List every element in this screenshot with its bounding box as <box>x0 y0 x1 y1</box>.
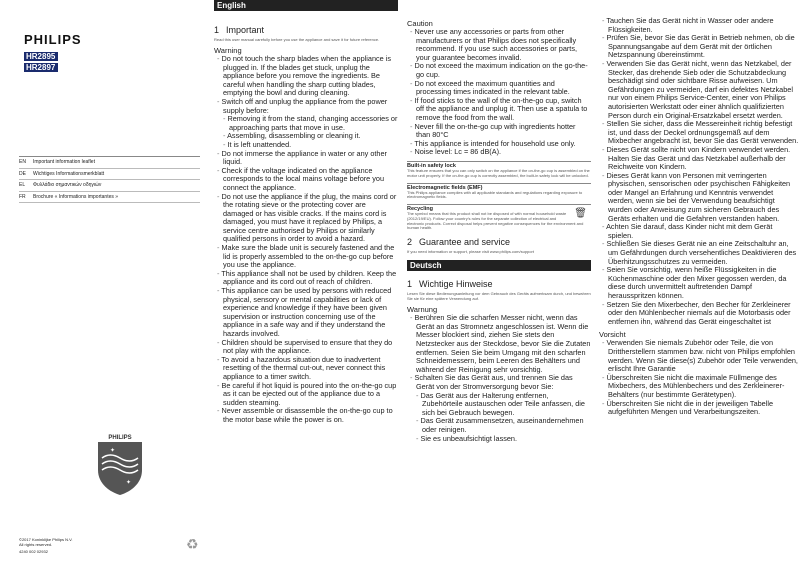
list-item: - Schalten Sie das Gerät aus, und trennen Sie das Gerät von der Stromversorgung bevor Sie: <box>407 374 591 391</box>
footer: ©2017 Koninklijke Philips N.V. All rights reserved. 4240 002 02932 <box>19 537 73 554</box>
list-item: - Noise level: Lc = 86 dB(A). <box>407 148 591 157</box>
list-item: - Setzen Sie den Mixerbecher, den Becher für Zerkleinerer oder den Mühlenbecher niemals auf die Motorbasis oder entfernen ihn, während das Gerät eingeschaltet ist <box>599 301 799 327</box>
crossed-bin-icon: 🗑 <box>574 208 587 220</box>
caution-list <box>407 28 591 157</box>
list-item: - Be careful if hot liquid is poured into the on-the-go cup as it can be ejected out of the appliance due to a sudden steaming. <box>214 382 398 408</box>
language-list <box>19 156 200 203</box>
language-row: EN Important information leaflet <box>19 157 200 169</box>
list-item: - Prüfen Sie, bevor Sie das Gerät in Betrieb nehmen, ob die Spannungsangabe auf dem Gerät mit der örtlichen Netzspannung übereinstimmt. <box>599 34 799 60</box>
list-item: - Berühren Sie die scharfen Messer nicht, wenn das Gerät an das Stromnetz angeschlossen ist. Wenn die Messer blockiert sind, ziehen Sie stets den Netzstecker aus der Steckdose, bevor Sie die Zutaten entfernen. Seien Sie beim Umgang mit den scharfen Schneidemessern, beim Leeren des Behälters und während der Reinigung sehr vorsichtig. <box>407 314 591 374</box>
list-item: - It is left unattended. <box>214 141 398 150</box>
deutsch-intro-text: Lesen Sie diese Bedienungsanleitung vor dem Gebrauch des Geräts aufmerksam durch, und bewahren Sie sie für eine spätere Verwendung auf. <box>407 291 591 302</box>
list-item: - Dieses Gerät kann von Personen mit verringerten physischen, sensorischen oder psychischen Fähigkeiten oder Mangel an Erfahrung und Kenntnis verwendet werden, wenn sie bei der Verwendung beaufsichtigt wurden oder Anweisung zum sicheren Gebrauch des Geräts erhalten und die Gefahren verstanden haben. <box>599 172 799 224</box>
svg-text:✦: ✦ <box>110 448 116 454</box>
language-row: DE Wichtiges Informationsmerkblatt <box>19 169 200 181</box>
shield-text: PHILIPS <box>108 435 132 441</box>
list-item: - Never assemble or disassemble the on-the-go cup to the motor base while the power is on. <box>214 407 398 424</box>
list-item: - Schließen Sie dieses Gerät nie an eine Zeitschaltuhr an, um Gefährdungen durch versehentliches Deaktivieren des Überhitzungsschutzes zu vermeiden. <box>599 240 799 266</box>
list-item: - Removing it from the stand, changing accessories or approaching parts that move in use. <box>214 115 398 132</box>
list-item: - If food sticks to the wall of the on-the-go cup, switch off the appliance and unplug it. Then use a spatula to remove the food from the wall. <box>407 97 591 123</box>
list-item: - Do not exceed the maximum indication on the go-the-go cup. <box>407 62 591 79</box>
vorsicht-heading: Vorsicht <box>599 330 626 340</box>
list-item: - Do not immerse the appliance in water or any other liquid. <box>214 150 398 167</box>
list-item: - Dieses Gerät sollte nicht von Kindern verwendet werden. Halten Sie das Gerät und das Netzkabel außerhalb der Reichweite von Kindern. <box>599 146 799 172</box>
english-continued-column <box>407 0 591 575</box>
warnung-heading: Warnung <box>407 305 438 315</box>
warnung-list <box>407 314 591 443</box>
guarantee-heading: 2 Guarantee and service <box>407 237 511 248</box>
model-badge: HR2897 <box>24 63 58 72</box>
guarantee-text: If you need information or support, please visit www.philips.com/support <box>407 249 534 255</box>
list-item: - Assembling, disassembling or cleaning it. <box>214 132 398 141</box>
list-item: - Do not exceed the maximum quantities and processing times indicated in the relevant table. <box>407 80 591 97</box>
section-header-deutsch: Deutsch <box>407 260 591 271</box>
recycle-icon: ♻ <box>186 536 199 552</box>
important-heading: 1 Important <box>214 25 265 35</box>
philips-shield-icon <box>92 432 148 496</box>
english-column <box>214 0 398 575</box>
list-item: - Tauchen Sie das Gerät nicht in Wasser oder andere Flüssigkeiten. <box>599 17 799 34</box>
list-item: - To avoid a hazardous situation due to inadvertent resetting of the thermal cut-out, never connect this appliance to a timer switch. <box>214 356 398 382</box>
section-header-english: English <box>214 0 398 11</box>
list-item: - Never fill the on-the-go cup with ingredients hotter than 80°C <box>407 123 591 140</box>
deutsch-continued-column <box>599 0 799 575</box>
list-item: - Verwenden Sie niemals Zubehör oder Teile, die von Drittherstellern stammen bzw. nicht von Philips empfohlen werden. Wenn Sie diese(s) Zubehör oder Teile verwenden, erlischt Ihre Garantie <box>599 339 799 373</box>
list-item: - Make sure the blade unit is securely fastened and the lid is properly assembled to the on-the-go cup before you use the appliance. <box>214 244 398 270</box>
list-item: - Stellen Sie sicher, dass die Messereinheit richtig befestigt ist, und dass der Deckel ordnungsgemäß auf dem Mixbecher angebracht ist, bevor Sie das Gerät verwenden. <box>599 120 799 146</box>
list-item: - Verwenden Sie das Gerät nicht, wenn das Netzkabel, der Stecker, das drehende Sieb oder die Schutzabdeckung beschädigt sind oder sichtbare Risse aufweisen. Um Gefährdungen zu vermeiden, darf ein defektes Netzkabel nur von einem Philips Service-Center, einer von Philips autorisierten Werkstatt oder einer ähnlich qualifizierten Person durch ein Original-Ersatzkabel ersetzt werden. <box>599 60 799 120</box>
vorsicht-list <box>599 339 799 416</box>
list-item: - Das Gerät zusammensetzen, auseinandernehmen oder reinigen. <box>407 417 591 434</box>
list-item: - This appliance shall not be used by children. Keep the appliance and its cord out of reach of children. <box>214 270 398 287</box>
cover-column <box>0 0 205 575</box>
list-item: - Seien Sie vorsichtig, wenn heiße Flüssigkeiten in die Küchenmaschine oder den Mixer gegossen werden, da diese durch unvermittelt auftretenden Dampf herausspritzen können. <box>599 266 799 300</box>
philips-logo: PHILIPS <box>24 32 82 47</box>
language-row: EL Φυλλάδιο σημαντικών οδηγιών <box>19 180 200 192</box>
wichtige-hinweise-heading: 1 Wichtige Hinweise <box>407 279 493 290</box>
caution-heading: Caution <box>407 19 433 28</box>
model-badge: HR2895 <box>24 52 58 61</box>
list-item: - This appliance is intended for household use only. <box>407 140 591 149</box>
language-row: FR Brochure « Informations importantes » <box>19 192 200 204</box>
list-item: - Switch off and unplug the appliance from the power supply before: <box>214 98 398 115</box>
warning-heading: Warning <box>214 46 242 55</box>
warnung-list-continued <box>599 17 799 326</box>
list-item: - Sie es unbeaufsichtigt lassen. <box>407 435 591 444</box>
list-item: - This appliance can be used by persons with reduced physical, sensory or mental capabilities or lack of experience and knowledge if they have been given supervision or instruction concerning use of the appliance in a safe way and if they understand the hazards involved. <box>214 287 398 339</box>
recycling-section: 🗑 Recycling The symbol means that this product shall not be disposed of with normal household waste (2012/19/EU). Follow your country's rules for the separate collection of electrical and electronic products. Correct disposal helps prevent negative consequences for the environment and human health. <box>407 204 591 231</box>
builtin-safety-section: Built-in safety lock This feature ensures that you can only switch on the appliance if the on-the-go cup is assembled on the motor unit properly. If the on-the-go cup is correctly assembled, the built-in safety lock will be unlocked. <box>407 162 590 178</box>
list-item: - Check if the voltage indicated on the appliance corresponds to the local mains voltage before you connect the appliance. <box>214 167 398 193</box>
list-item: - Do not touch the sharp blades when the appliance is plugged in. If the blades get stuck, unplug the appliance before you remove the ingredients. Be careful when handling the sharp cutting blades, emptying the bowl and during cleaning. <box>214 55 398 98</box>
model-badges <box>24 52 58 74</box>
warning-list <box>214 55 398 425</box>
list-item: - Das Gerät aus der Halterung entfernen, Zubehörteile austauschen oder Teile anfassen, die sich bei Gebrauch bewegen. <box>407 392 591 418</box>
list-item: - Überschreiten Sie nicht die in der jeweiligen Tabelle aufgeführten Mengen und Verarbeitungszeiten. <box>599 400 799 417</box>
intro-text: Read this user manual carefully before you use the appliance and save it for future reference. <box>214 37 380 42</box>
list-item: - Do not use the appliance if the plug, the mains cord or the rotating sieve or the protecting cover are damaged or has visible cracks. If the mains cord is damaged, you must have it replaced by Philips, a service centre authorised by Philips or similarly qualified persons in order to avoid a hazard. <box>214 193 398 245</box>
list-item: - Never use any accessories or parts from other manufacturers or that Philips does not specifically recommend. If you use such accessories or parts, your guarantee becomes invalid. <box>407 28 591 62</box>
svg-text:✦: ✦ <box>126 480 132 486</box>
list-item: - Children should be supervised to ensure that they do not play with the appliance. <box>214 339 398 356</box>
emf-section: Electromagnetic fields (EMF) This Philips appliance complies with all applicable standards and regulations regarding exposure to electromagnetic fields. <box>407 183 591 201</box>
list-item: - Überschreiten Sie nicht die maximale Füllmenge des Mixbechers, des Mühlenbechers und des Zerkleinerer-Behälters (nur bestimmte Gerätetypen). <box>599 374 799 400</box>
list-item: - Achten Sie darauf, dass Kinder nicht mit dem Gerät spielen. <box>599 223 799 240</box>
